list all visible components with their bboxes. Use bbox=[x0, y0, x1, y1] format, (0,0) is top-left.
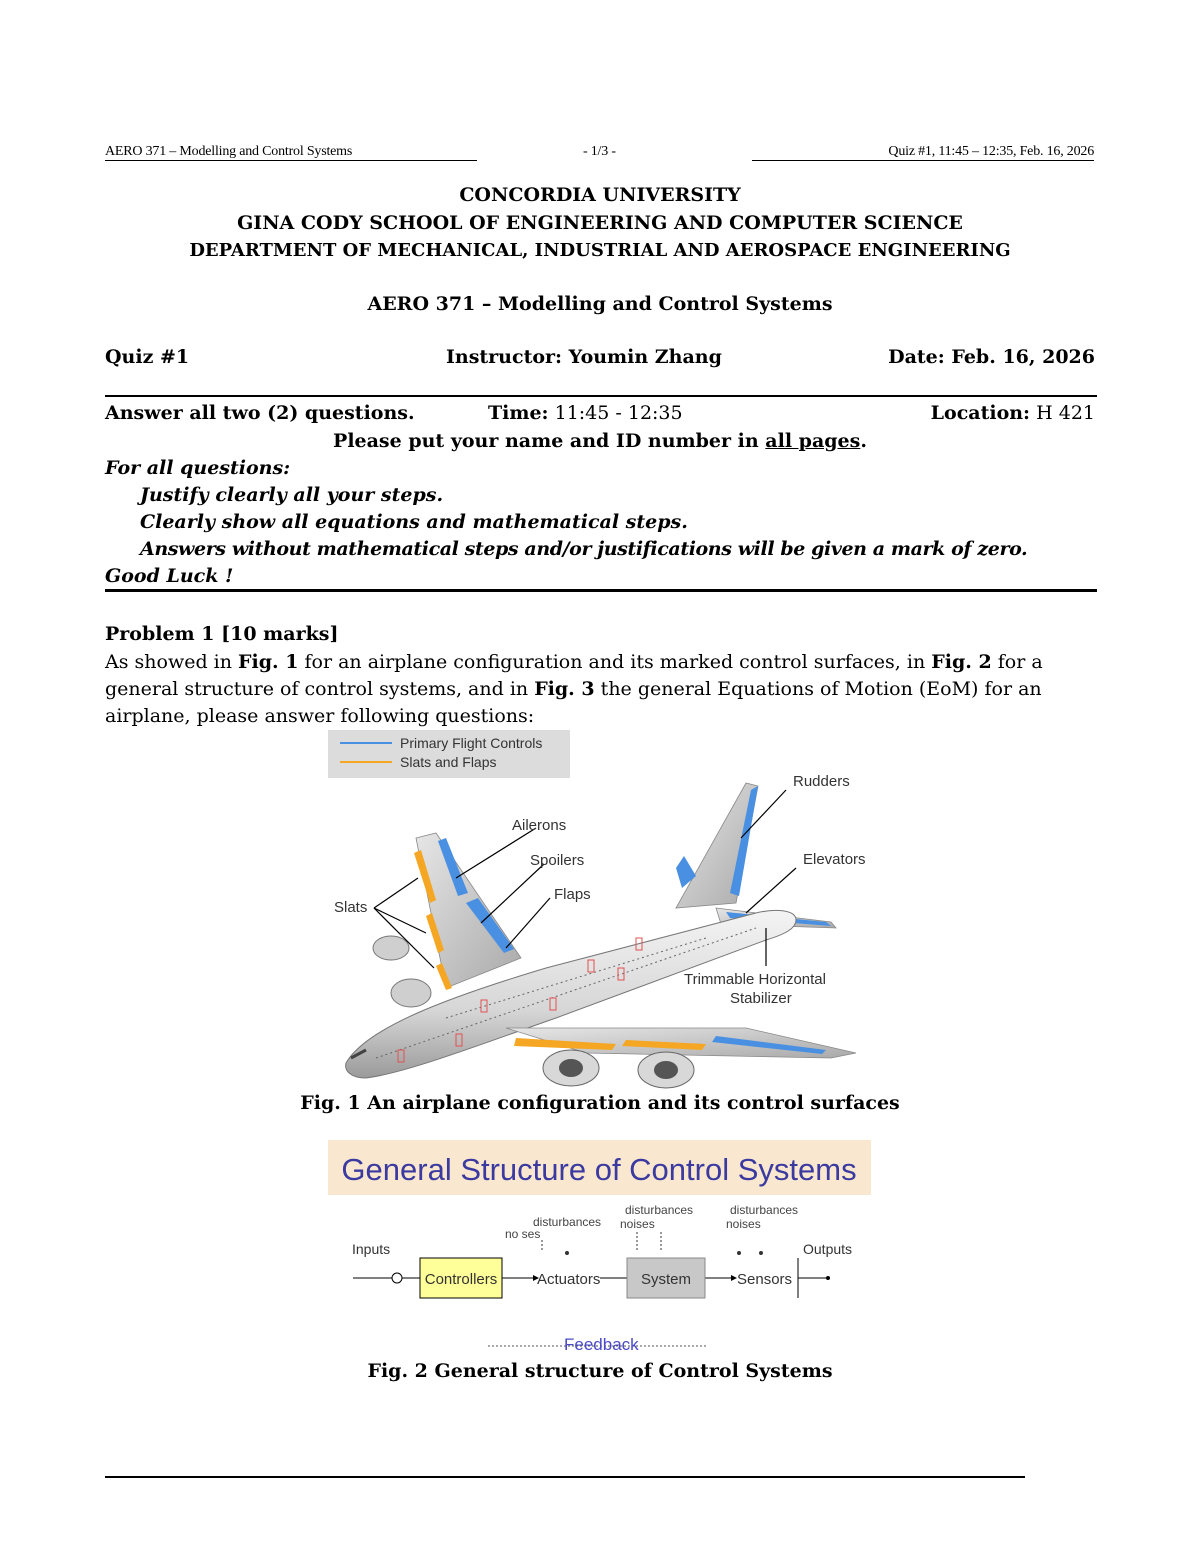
problem-1-text bbox=[105, 649, 1100, 730]
label-elevators: Elevators bbox=[803, 851, 866, 868]
label-ailerons: Ailerons bbox=[512, 817, 567, 834]
dist1-label-b: no ses bbox=[505, 1227, 541, 1241]
near-engine-2-intake bbox=[654, 1061, 678, 1079]
p1-text-1: As showed in bbox=[105, 651, 238, 673]
output-dot bbox=[826, 1276, 830, 1280]
far-engine-2 bbox=[391, 979, 431, 1007]
location-value: H 421 bbox=[1030, 402, 1095, 424]
inputs-label: Inputs bbox=[352, 1241, 391, 1257]
p1-fig1-ref: Fig. 1 bbox=[238, 651, 299, 673]
legend-primary-label: Primary Flight Controls bbox=[400, 735, 543, 751]
location-info bbox=[931, 402, 1095, 424]
header-page-number: - 1/3 - bbox=[583, 144, 616, 159]
instructor: Instructor: Youmin Zhang bbox=[446, 346, 722, 368]
dist3-label-a: disturbances bbox=[730, 1203, 799, 1217]
dist2-label-b: noises bbox=[620, 1217, 655, 1231]
name-instruction-text: Please put your name and ID number in bbox=[333, 430, 766, 452]
figure-1-caption: Fig. 1 An airplane configuration and its control surfaces bbox=[300, 1092, 900, 1114]
label-spoilers: Spoilers bbox=[530, 852, 585, 869]
header-course: AERO 371 – Modelling and Control Systems bbox=[105, 144, 477, 161]
school-name: GINA CODY SCHOOL OF ENGINEERING AND COMPUTER SCIENCE bbox=[237, 212, 963, 234]
label-stabilizer-1: Trimmable Horizontal bbox=[684, 971, 826, 988]
controllers-label: Controllers bbox=[424, 1271, 498, 1288]
name-instruction bbox=[105, 430, 1095, 452]
university-name: CONCORDIA UNIVERSITY bbox=[459, 184, 741, 206]
time-value: 11:45 - 12:35 bbox=[548, 402, 683, 424]
banner-title: General Structure of Control Systems bbox=[341, 1152, 857, 1187]
problem-1-title: Problem 1 [10 marks] bbox=[105, 623, 339, 645]
good-luck: Good Luck ! bbox=[105, 565, 234, 587]
instructions-heading: For all questions: bbox=[105, 457, 291, 479]
label-rudders: Rudders bbox=[793, 773, 850, 790]
time-info bbox=[488, 402, 683, 424]
instruction-line-1: Justify clearly all your steps. bbox=[140, 484, 444, 506]
near-engine-1-intake bbox=[559, 1059, 583, 1077]
location-label: Location: bbox=[930, 402, 1031, 424]
time-label: Time: bbox=[488, 402, 549, 424]
far-engine-1 bbox=[373, 936, 409, 960]
quiz-number: Quiz #1 bbox=[105, 346, 190, 368]
actuators-label: Actuators bbox=[537, 1271, 601, 1288]
feedback-label: Feedback bbox=[564, 1335, 639, 1354]
p1-text-3: for a general structure of control systems, and in bbox=[105, 651, 1043, 700]
header-quiz-info: Quiz #1, 11:45 – 12:35, Feb. 16, 2026 bbox=[752, 144, 1094, 161]
divider-top bbox=[105, 395, 1097, 397]
label-stabilizer-2: Stabilizer bbox=[730, 990, 792, 1007]
quiz-date: Date: Feb. 16, 2026 bbox=[888, 346, 1095, 368]
instruction-line-3: Answers without mathematical steps and/or justifications will be given a mark of zero. bbox=[140, 538, 1028, 560]
p1-text-2: for an airplane configuration and its marked control surfaces, in bbox=[298, 651, 932, 673]
figure-2-caption: Fig. 2 General structure of Control Systems bbox=[367, 1360, 833, 1382]
dist3-label-b: noises bbox=[726, 1217, 761, 1231]
department-name: DEPARTMENT OF MECHANICAL, INDUSTRIAL AND AEROSPACE ENGINEERING bbox=[189, 240, 1011, 261]
course-title: AERO 371 – Modelling and Control Systems bbox=[367, 293, 833, 315]
name-instruction-period: . bbox=[860, 430, 867, 452]
answer-instruction: Answer all two (2) questions. bbox=[105, 402, 415, 424]
p1-fig2-ref: Fig. 2 bbox=[931, 651, 992, 673]
far-wing bbox=[416, 833, 521, 988]
p1-fig3-ref: Fig. 3 bbox=[534, 678, 595, 700]
label-slats: Slats bbox=[334, 899, 368, 916]
divider-bottom bbox=[105, 589, 1097, 592]
legend-slats-label: Slats and Flaps bbox=[400, 754, 497, 770]
sensors-label: Sensors bbox=[737, 1271, 793, 1288]
control-structure-figure bbox=[328, 1140, 874, 1360]
system-label: System bbox=[640, 1271, 692, 1288]
footer-rule bbox=[105, 1476, 1025, 1478]
airplane-figure bbox=[326, 728, 872, 1090]
instruction-line-2: Clearly show all equations and mathematical steps. bbox=[140, 511, 688, 533]
p1-text-4: the general Equations of Motion (EoM) for an airplane, please answer following questions: bbox=[105, 678, 1042, 727]
dist2-label-a: disturbances bbox=[625, 1203, 694, 1217]
outputs-label: Outputs bbox=[803, 1241, 853, 1257]
name-instruction-underlined: all pages bbox=[765, 430, 861, 452]
label-flaps: Flaps bbox=[554, 886, 591, 903]
disturbance-arrows bbox=[542, 1232, 763, 1255]
dist1-label-a: disturbances bbox=[533, 1215, 602, 1229]
